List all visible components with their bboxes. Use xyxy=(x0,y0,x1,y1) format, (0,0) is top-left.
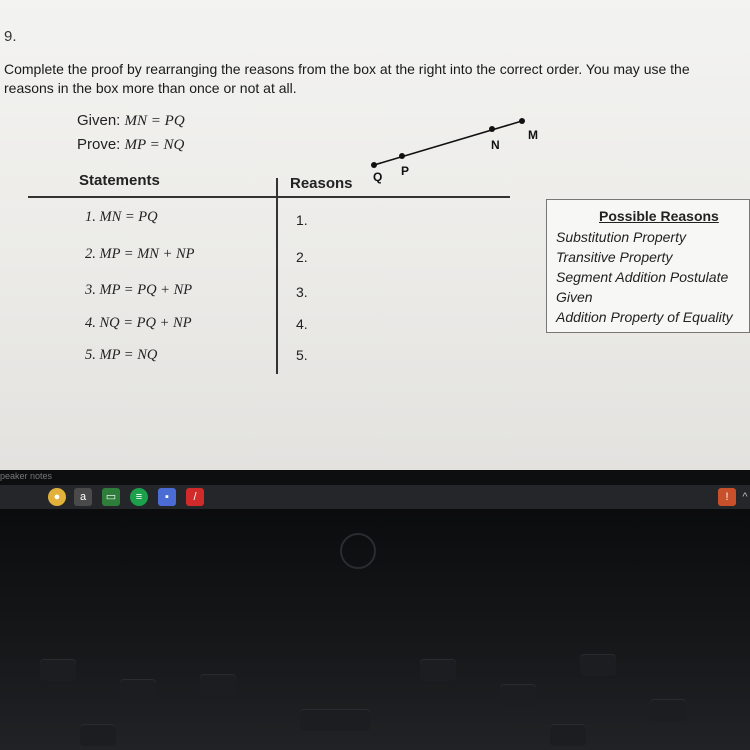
given-expression: MN = PQ xyxy=(124,113,185,129)
taskbar xyxy=(0,485,750,509)
amazon-icon[interactable]: a xyxy=(74,488,92,506)
keyboard-key xyxy=(650,699,686,721)
statements-header: Statements xyxy=(79,172,160,189)
prove-label: Prove: xyxy=(77,136,121,153)
keyboard-key xyxy=(40,659,76,681)
keyboard-key xyxy=(420,659,456,681)
reason-option[interactable]: Given xyxy=(556,289,593,305)
statement-row-1: 1. MN = PQ xyxy=(85,209,158,225)
point-label-n: N xyxy=(491,138,500,152)
point-n xyxy=(489,126,495,132)
pdf-icon[interactable]: / xyxy=(186,488,204,506)
spotify-icon[interactable]: ≡ xyxy=(130,488,148,506)
point-label-p: P xyxy=(401,164,410,178)
reason-slot-4[interactable]: 4. xyxy=(296,316,308,332)
reason-option[interactable]: Addition Property of Equality xyxy=(556,309,733,325)
point-label-m: M xyxy=(528,128,538,142)
segment-diagram xyxy=(360,112,560,187)
prove-expression: MP = NQ xyxy=(124,137,185,153)
keyboard-key xyxy=(80,724,116,746)
reason-slot-2[interactable]: 2. xyxy=(296,249,308,265)
prove-line xyxy=(77,136,184,154)
given-label: Given: xyxy=(77,112,121,129)
point-q xyxy=(371,162,377,168)
given-line xyxy=(77,112,185,130)
reason-slot-1[interactable]: 1. xyxy=(296,212,308,228)
keyboard-key xyxy=(580,654,616,676)
point-m xyxy=(519,118,525,124)
reason-slot-3[interactable]: 3. xyxy=(296,284,308,300)
point-label-q: Q xyxy=(373,170,383,184)
keyboard-key xyxy=(300,709,370,731)
possible-reasons-box xyxy=(546,199,750,333)
point-p xyxy=(399,153,405,159)
hp-logo-icon xyxy=(338,531,378,571)
notification-icon[interactable]: ! xyxy=(718,488,736,506)
laptop-bezel xyxy=(0,509,750,750)
reason-option[interactable]: Segment Addition Postulate xyxy=(556,269,729,285)
segment-line xyxy=(360,112,560,182)
question-number: 9. xyxy=(4,28,17,45)
reason-option[interactable]: Transitive Property xyxy=(556,249,673,265)
keyboard-key xyxy=(500,684,536,706)
possible-reasons-title: Possible Reasons xyxy=(599,208,719,224)
keyboard-key xyxy=(200,674,236,696)
classroom-icon[interactable]: ▭ xyxy=(102,488,120,506)
reason-option[interactable]: Substitution Property xyxy=(556,229,686,245)
speaker-notes-label[interactable]: peaker notes xyxy=(0,471,53,481)
chrome-icon[interactable]: ● xyxy=(48,488,66,506)
keyboard-key xyxy=(550,724,586,746)
reason-slot-5[interactable]: 5. xyxy=(296,347,308,363)
chevron-up-icon[interactable]: ^ xyxy=(742,491,748,503)
reasons-header: Reasons xyxy=(290,175,353,192)
instructions-text: Complete the proof by rearranging the reasons from the box at the right into the correct order. You may use the reasons in the box more than once or not at all. xyxy=(4,61,690,96)
keyboard-key xyxy=(120,679,156,701)
statement-row-2: 2. MP = MN + NP xyxy=(85,246,195,262)
table-column-rule xyxy=(276,178,278,374)
statement-row-3: 3. MP = PQ + NP xyxy=(85,282,193,298)
meet-icon[interactable]: ▪ xyxy=(158,488,176,506)
statement-row-5: 5. MP = NQ xyxy=(85,347,158,363)
statement-row-4: 4. NQ = PQ + NP xyxy=(85,315,192,331)
table-header-rule xyxy=(28,196,510,198)
